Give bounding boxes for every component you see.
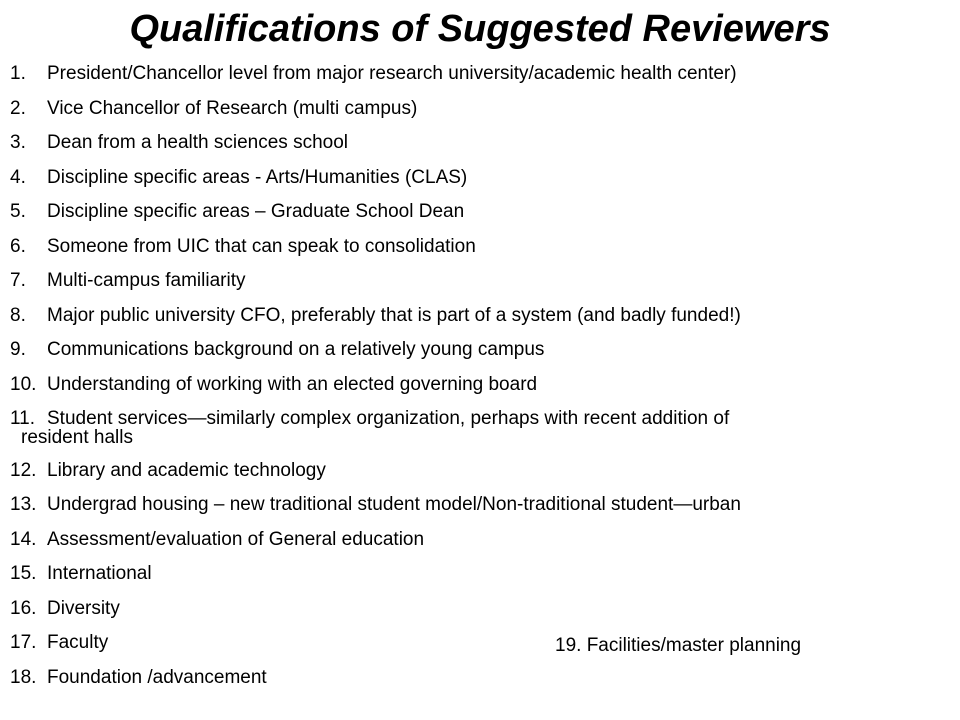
list-item-number: 11. — [10, 408, 36, 429]
list-item — [10, 57, 955, 92]
list-item-number: 5. — [10, 201, 26, 222]
list-item-text: Discipline specific areas – Graduate School Dean — [47, 201, 465, 222]
list-item-text: Vice Chancellor of Research (multi campus) — [47, 97, 418, 119]
list-item-continuation: resident halls — [21, 426, 133, 448]
list-item-text: President/Chancellor level from major research university/academic health center) — [47, 63, 737, 84]
list-item — [10, 523, 955, 558]
list-item-number: 16. — [10, 597, 37, 619]
list-item-number: 7. — [10, 270, 26, 291]
list-item — [10, 626, 955, 661]
list-item — [10, 368, 955, 403]
list-item — [10, 299, 955, 334]
list-item — [10, 488, 955, 523]
list-item — [10, 195, 955, 230]
list-item-text: International — [47, 563, 152, 584]
list-item — [10, 264, 955, 299]
qualifications-list — [10, 57, 955, 695]
list-item-text: Student services—similarly complex organization, perhaps with recent addition of — [47, 408, 730, 429]
list-item-text: Major public university CFO, preferably that is part of a system (and badly funded!) — [47, 304, 741, 326]
extra-list-item: 19. Facilities/master planning — [555, 635, 802, 656]
slide-title: Qualifications of Suggested Reviewers — [129, 8, 831, 50]
list-item-text: Someone from UIC that can speak to consolidation — [47, 235, 476, 257]
list-item-number: 10. — [10, 373, 37, 395]
list-item-text: Diversity — [47, 597, 120, 619]
list-item — [10, 230, 955, 265]
list-item-number: 4. — [10, 166, 26, 188]
list-item — [10, 333, 955, 368]
list-item — [10, 592, 955, 627]
list-item-text: Understanding of working with an elected governing board — [47, 373, 538, 395]
list-item-number: 13. — [10, 494, 37, 515]
list-item-number: 15. — [10, 563, 37, 584]
list-item-text: Assessment/evaluation of General education — [47, 528, 425, 550]
list-item-number: 18. — [10, 666, 37, 688]
list-item-text: Undergrad housing – new traditional student model/Non-traditional student—urban — [47, 494, 741, 515]
list-item-number: 3. — [10, 132, 26, 153]
list-item-number: 1. — [10, 63, 26, 84]
list-item-text: Dean from a health sciences school — [47, 132, 348, 153]
list-item-number: 17. — [10, 632, 37, 653]
list-item — [10, 454, 955, 489]
list-item-number: 8. — [10, 304, 26, 326]
list-item — [10, 161, 955, 196]
list-item-text: Faculty — [47, 632, 109, 653]
list-item-text: Communications background on a relatively young campus — [47, 339, 545, 360]
list-item-text: Library and academic technology — [47, 459, 326, 481]
list-item — [10, 661, 955, 696]
list-item-number: 9. — [10, 339, 26, 360]
list-item-text: Multi-campus familiarity — [47, 270, 246, 291]
list-item-text: Foundation /advancement — [47, 666, 267, 688]
list-item — [10, 557, 955, 592]
list-item-text: Discipline specific areas - Arts/Humanities (CLAS) — [47, 166, 468, 188]
list-item — [10, 92, 955, 127]
list-item-number: 6. — [10, 235, 26, 257]
list-item — [10, 126, 955, 161]
list-item-number: 14. — [10, 528, 37, 550]
list-item-number: 2. — [10, 97, 26, 119]
list-item-number: 12. — [10, 459, 37, 481]
